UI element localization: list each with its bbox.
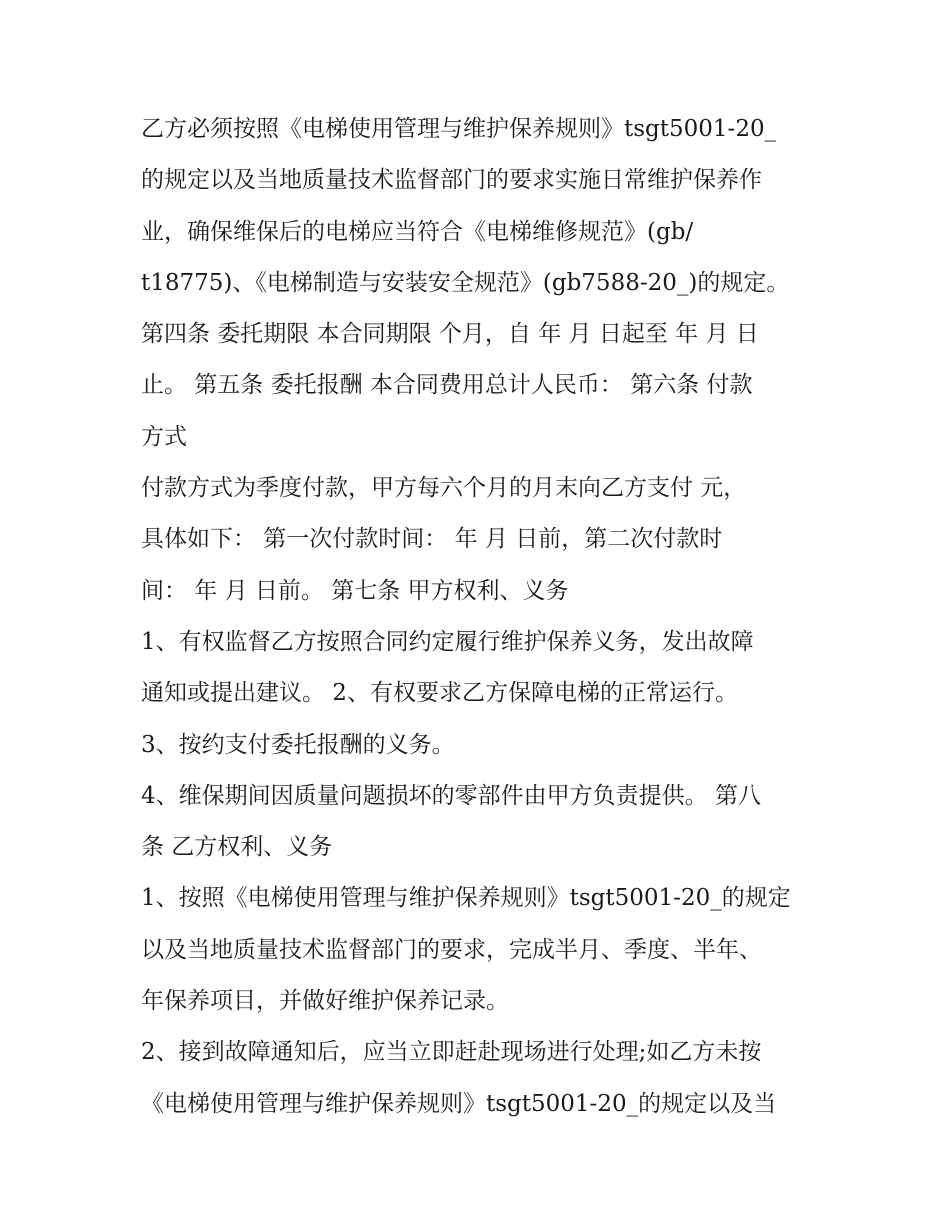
text-line: 通知或提出建议。 2、有权要求乙方保障电梯的正常运行。 <box>141 680 738 707</box>
text-line: 以及当地质量技术监督部门的要求，完成半月、季度、半年、 <box>141 936 762 963</box>
text-line: 方式 <box>141 423 187 450</box>
text-line: 3、按约支付委托报酬的义务。 <box>141 731 455 758</box>
text-line: 条 乙方权利、义务 <box>141 834 333 861</box>
text-line: 年保养项目，并做好维护保养记录。 <box>141 988 509 1015</box>
text-line: 止。 第五条 委托报酬 本合同费用总计人民币： 第六条 付款 <box>141 372 753 399</box>
contract-text <box>141 104 821 1130</box>
text-line: 1、有权监督乙方按照合同约定履行维护保养义务，发出故障 <box>141 628 754 655</box>
text-line: 1、按照《电梯使用管理与维护保养规则》tsgt5001-20_的规定 <box>141 885 791 912</box>
text-line: t18775)、《电梯制造与安装安全规范》(gb7588-20_)的规定。 <box>141 269 790 296</box>
text-line: 具体如下： 第一次付款时间： 年 月 日前，第二次付款时 <box>141 526 723 553</box>
text-line: 乙方必须按照《电梯使用管理与维护保养规则》tsgt5001-20_ <box>141 116 777 142</box>
text-line: 的规定以及当地质量技术监督部门的要求实施日常维护保养作 <box>141 167 762 194</box>
text-line: 间： 年 月 日前。 第七条 甲方权利、义务 <box>141 577 569 604</box>
text-line: 2、接到故障通知后，应当立即赶赴现场进行处理;如乙方未按 <box>141 1039 762 1066</box>
text-line: 4、维保期间因质量问题损坏的零部件由甲方负责提供。 第八 <box>141 782 761 809</box>
text-line: 《电梯使用管理与维护保养规则》tsgt5001-20_的规定以及当 <box>141 1090 777 1117</box>
text-line: 第四条 委托期限 本合同期限 个月，自 年 月 日起至 年 月 日 <box>141 321 759 348</box>
text-line: 业，确保维保后的电梯应当符合《电梯维修规范》(gb/ <box>141 218 694 245</box>
text-line: 付款方式为季度付款，甲方每六个月的月末向乙方支付 元， <box>141 475 747 502</box>
